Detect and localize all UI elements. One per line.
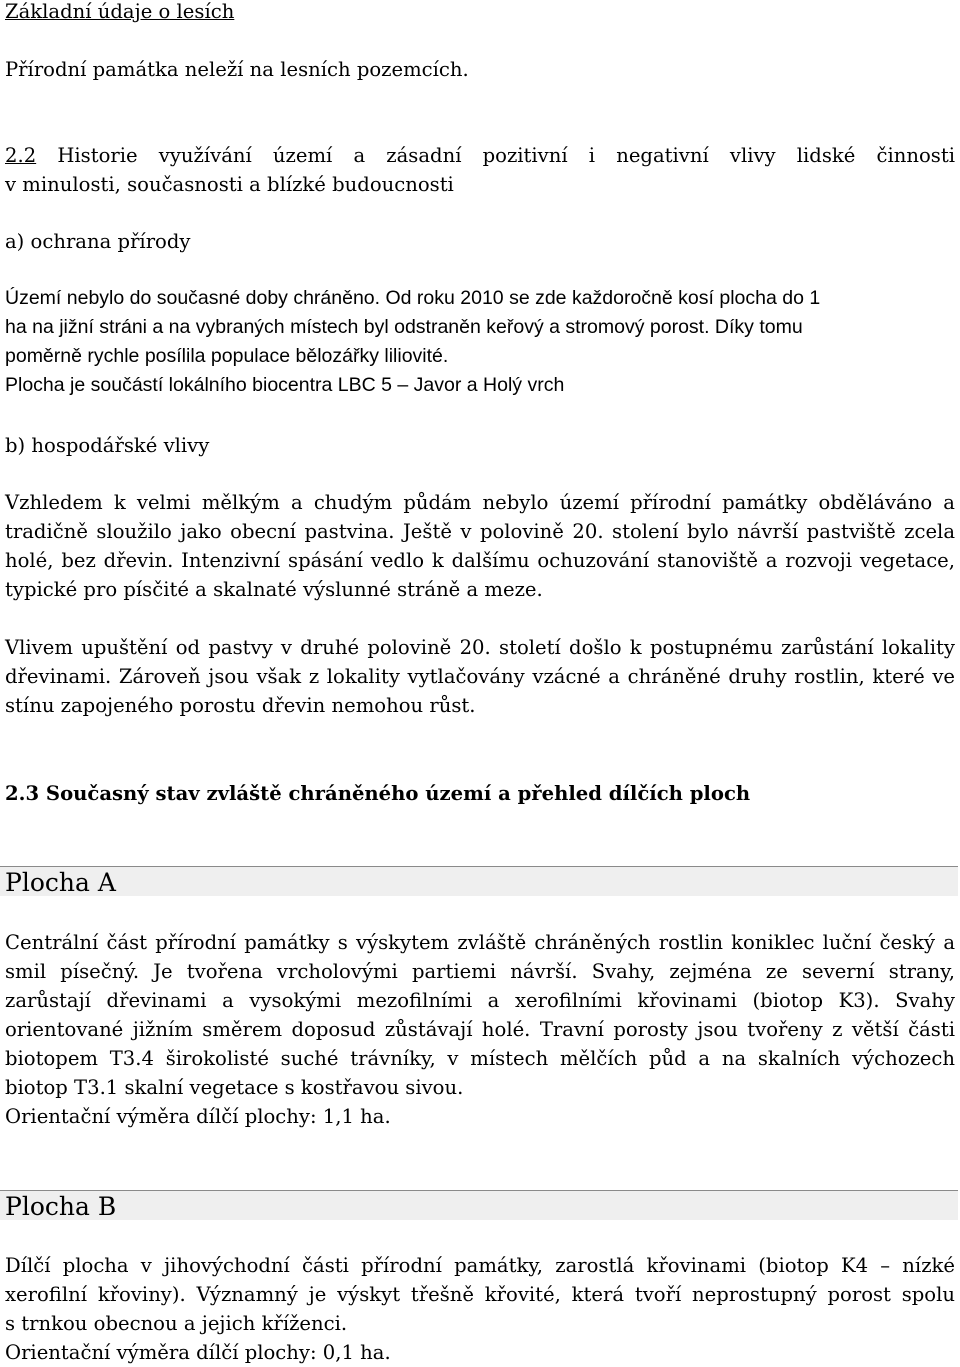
text-line: dřevinami. Zároveň jsou však z lokality vytlačovány vzácné a chráněné druhy rostlin, které ve xyxy=(5,665,955,688)
plocha-b-title: Plocha B xyxy=(0,1190,958,1220)
section-2-3-title: Současný stav zvláště chráněného území a přehled dílčích ploch xyxy=(45,782,751,805)
text-line: ha na jižní stráni a na vybraných místech byl odstraněn keřový a stromový porost. Díky tomu xyxy=(5,316,803,338)
text-line: biotop T3.1 skalní vegetace s kostřavou sivou. xyxy=(5,1076,464,1099)
plocha-b-area: Orientační výměra dílčí plochy: 0,1 ha. xyxy=(5,1341,391,1364)
prev-section-link-text[interactable]: Základní údaje o lesích xyxy=(5,0,235,23)
plocha-a-title: Plocha A xyxy=(0,866,958,896)
plocha-a-description xyxy=(5,928,955,1131)
section-2-2-number: 2.2 xyxy=(5,144,37,167)
text-line: xerofilní křoviny). Významný je výskyt třešně křovité, která tvoří neprostupný porost spolu xyxy=(5,1283,955,1306)
section-2-2-title-line1: 2.2 Historie využívání území a zásadní pozitivní i negativní vlivy lidské činnosti xyxy=(5,144,955,167)
text-line: biotopem T3.4 širokolisté suché trávníky, v místech mělčích půd a na skalních výchozech xyxy=(5,1047,955,1070)
text-line: Plocha je součástí lokálního biocentra LBC 5 – Javor a Holý vrch xyxy=(5,374,565,396)
forest-note: Přírodní památka neleží na lesních pozemcích. xyxy=(5,58,469,81)
text-line: orientované jižním směrem doposud zůstávají holé. Travní porosty jsou tvořeny z větší části xyxy=(5,1018,955,1041)
text-line: stínu zapojeného porostu dřevin nemohou růst. xyxy=(5,694,476,717)
plocha-a-area: Orientační výměra dílčí plochy: 1,1 ha. xyxy=(5,1105,391,1128)
text-line: typické pro písčité a skalnaté výslunné stráně a meze. xyxy=(5,578,543,601)
economic-paragraph-1 xyxy=(5,488,955,604)
text-line: holé, bez dřevin. Intenzivní spásání vedlo k dalšímu ochuzování stanoviště a rozvoji vegetace, xyxy=(5,549,955,572)
section-2-3-heading xyxy=(5,779,955,808)
text-line: zarůstají dřevinami a vysokými mezofilními a xerofilními křovinami (biotop K3). Svahy xyxy=(5,989,955,1012)
text-line: Území nebylo do současné doby chráněno. Od roku 2010 se zde každoročně kosí plocha do 1 xyxy=(5,287,821,309)
text-line: tradičně sloužilo jako obecní pastvina. Ještě v polovině 20. stolení bylo návrší pastviště zcela xyxy=(5,520,955,543)
section-2-2-title-line2: v minulosti, současnosti a blízké budoucnosti xyxy=(5,173,454,196)
section-2-3-number: 2.3 xyxy=(5,782,40,805)
text-line: Dílčí plocha v jihovýchodní části přírodní památky, zarostlá křovinami (biotop K4 – nízké xyxy=(5,1254,955,1277)
text-line: s trnkou obecnou a jejich kříženci. xyxy=(5,1312,348,1335)
economic-heading: b) hospodářské vlivy xyxy=(5,434,210,457)
text-line: smil písečný. Je tvořena vrcholovými partiemi návrší. Svahy, zejména ze severní strany, xyxy=(5,960,955,983)
section-2-2-heading xyxy=(5,141,955,199)
prev-section-link[interactable] xyxy=(5,0,955,26)
nature-protection-text xyxy=(5,284,955,400)
nature-protection-heading: a) ochrana přírody xyxy=(5,230,191,253)
text-line: Vzhledem k velmi mělkým a chudým půdám nebylo území přírodní památky obděláváno a xyxy=(5,491,955,514)
text-line: Vlivem upuštění od pastvy v druhé polovině 20. století došlo k postupnému zarůstání lokality xyxy=(5,636,955,659)
plocha-b-description xyxy=(5,1251,955,1367)
text-line: poměrně rychle posílila populace bělozářky liliovité. xyxy=(5,345,449,367)
economic-paragraph-2 xyxy=(5,633,955,720)
text-line: Centrální část přírodní památky s výskytem zvláště chráněných rostlin koniklec luční český a xyxy=(5,931,955,954)
